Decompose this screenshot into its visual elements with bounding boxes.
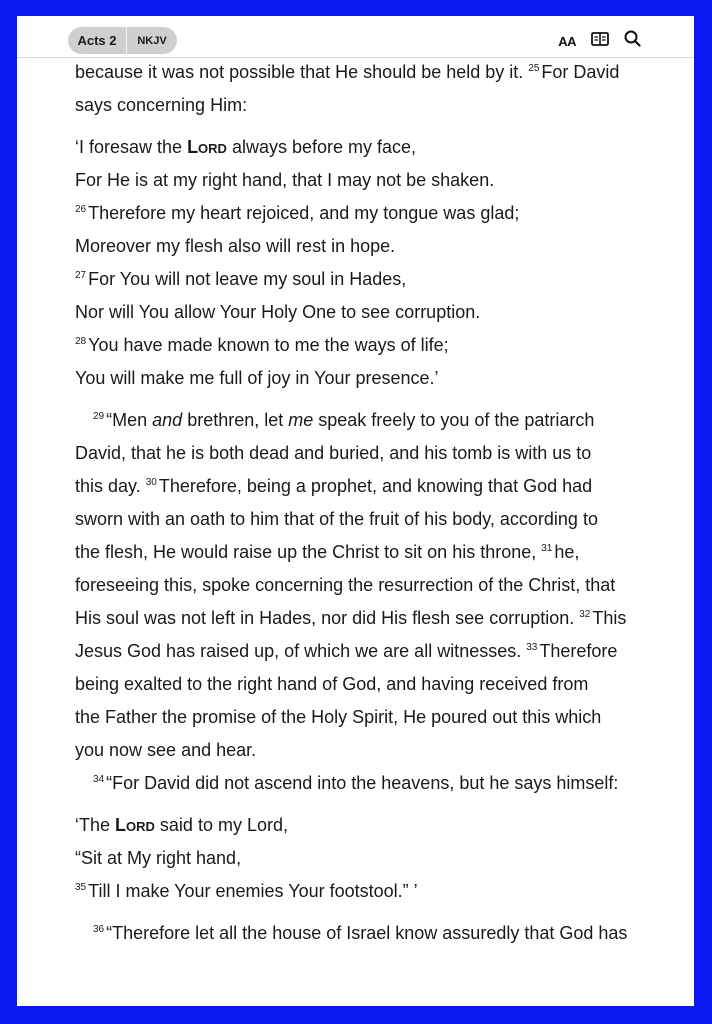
verse-number: 36 <box>93 924 105 935</box>
verse-number: 29 <box>93 411 105 422</box>
text-line <box>75 296 655 329</box>
text-line <box>75 635 655 668</box>
text-line <box>75 329 655 362</box>
text-segment: This <box>592 608 627 628</box>
search-icon[interactable] <box>624 30 641 52</box>
text-segment: “Therefore let all the house of Israel know assuredly that God has <box>106 923 628 943</box>
text-segment: You have made known to me the ways of life; <box>88 335 449 355</box>
text-line <box>75 470 655 503</box>
italic-word: and <box>152 410 183 430</box>
text-segment: ‘The <box>75 815 116 835</box>
parallel-view-icon[interactable] <box>591 32 609 51</box>
text-line <box>75 767 655 800</box>
verse-number: 26 <box>75 204 87 215</box>
text-segment: he, <box>554 542 580 562</box>
text-line <box>75 842 655 875</box>
text-segment: You will make me full of joy in Your presence.’ <box>75 368 439 388</box>
text-segment: “Men <box>106 410 153 430</box>
text-segment: you now see and hear. <box>75 740 257 760</box>
text-segment: this day. <box>75 476 146 496</box>
text-segment: Therefore, being a prophet, and knowing that God had <box>158 476 593 496</box>
text-segment: ‘I foresaw the <box>75 137 188 157</box>
text-segment: For David <box>541 62 620 82</box>
reader-toolbar <box>17 16 694 58</box>
text-line <box>75 197 655 230</box>
text-line <box>75 230 655 263</box>
text-segment: being exalted to the right hand of God, and having received from <box>75 674 589 694</box>
verse-number: 28 <box>75 336 87 347</box>
verse-number: 35 <box>75 882 87 893</box>
text-segment: David, that he is both dead and buried, and his tomb is with us to <box>75 443 592 463</box>
divine-name: Lord <box>187 137 227 157</box>
verse-number: 32 <box>579 609 591 620</box>
verse-number: 31 <box>541 543 553 554</box>
text-line <box>75 875 655 908</box>
text-segment: the flesh, He would raise up the Christ to sit on his throne, <box>75 542 542 562</box>
text-segment: Therefore my heart rejoiced, and my tongue was glad; <box>88 203 520 223</box>
scripture-text <box>75 56 655 950</box>
text-segment: Therefore <box>539 641 618 661</box>
text-line <box>75 809 655 842</box>
text-segment: always before my face, <box>226 137 417 157</box>
verse-number: 33 <box>526 642 538 653</box>
text-segment: foreseeing this, spoke concerning the resurrection of the Christ, that <box>75 575 616 595</box>
text-segment: speak freely to you of the patriarch <box>313 410 595 430</box>
text-line <box>75 536 655 569</box>
text-segment: Moreover my flesh also will rest in hope. <box>75 236 396 256</box>
text-segment: brethren, let <box>182 410 289 430</box>
verse-number: 27 <box>75 270 87 281</box>
text-line <box>75 131 655 164</box>
text-segment: Nor will You allow Your Holy One to see corruption. <box>75 302 481 322</box>
verse-number: 34 <box>93 774 105 785</box>
text-segment: says concerning Him: <box>75 95 248 115</box>
italic-word: me <box>288 410 314 430</box>
stanza-gap <box>75 395 655 404</box>
text-line <box>75 668 655 701</box>
book-chapter-button[interactable]: Acts 2 <box>77 33 117 48</box>
text-line <box>75 89 655 122</box>
text-line <box>75 164 655 197</box>
text-size-icon[interactable]: AA <box>558 33 576 49</box>
reader-page <box>17 16 694 1006</box>
text-line <box>75 404 655 437</box>
text-segment: Jesus God has raised up, of which we are all witnesses. <box>75 641 527 661</box>
text-line <box>75 56 655 89</box>
text-line <box>75 263 655 296</box>
text-line <box>75 569 655 602</box>
text-segment: “For David did not ascend into the heavens, but he says himself: <box>106 773 619 793</box>
reference-selector <box>68 27 177 54</box>
text-segment: For You will not leave my soul in Hades, <box>88 269 407 289</box>
stanza-gap <box>75 122 655 131</box>
text-line <box>75 503 655 536</box>
text-segment: His soul was not left in Hades, nor did His flesh see corruption. <box>75 608 580 628</box>
stanza-gap <box>75 908 655 917</box>
verse-number: 25 <box>528 63 540 74</box>
text-line <box>75 437 655 470</box>
toolbar-actions <box>558 30 641 52</box>
text-line <box>75 362 655 395</box>
text-segment: the Father the promise of the Holy Spirit, He poured out this which <box>75 707 602 727</box>
text-segment: because it was not possible that He should be held by it. <box>75 62 529 82</box>
stanza-gap <box>75 800 655 809</box>
text-line <box>75 734 655 767</box>
divine-name: Lord <box>115 815 155 835</box>
text-segment: For He is at my right hand, that I may not be shaken. <box>75 170 495 190</box>
verse-number: 30 <box>145 477 157 488</box>
text-segment: sworn with an oath to him that of the fruit of his body, according to <box>75 509 598 529</box>
text-line <box>75 701 655 734</box>
text-segment: said to my Lord, <box>154 815 288 835</box>
text-segment: “Sit at My right hand, <box>75 848 242 868</box>
version-button[interactable]: NKJV <box>137 34 167 47</box>
text-line <box>75 602 655 635</box>
text-line <box>75 917 655 950</box>
text-segment: Till I make Your enemies Your footstool.” ’ <box>88 881 418 901</box>
